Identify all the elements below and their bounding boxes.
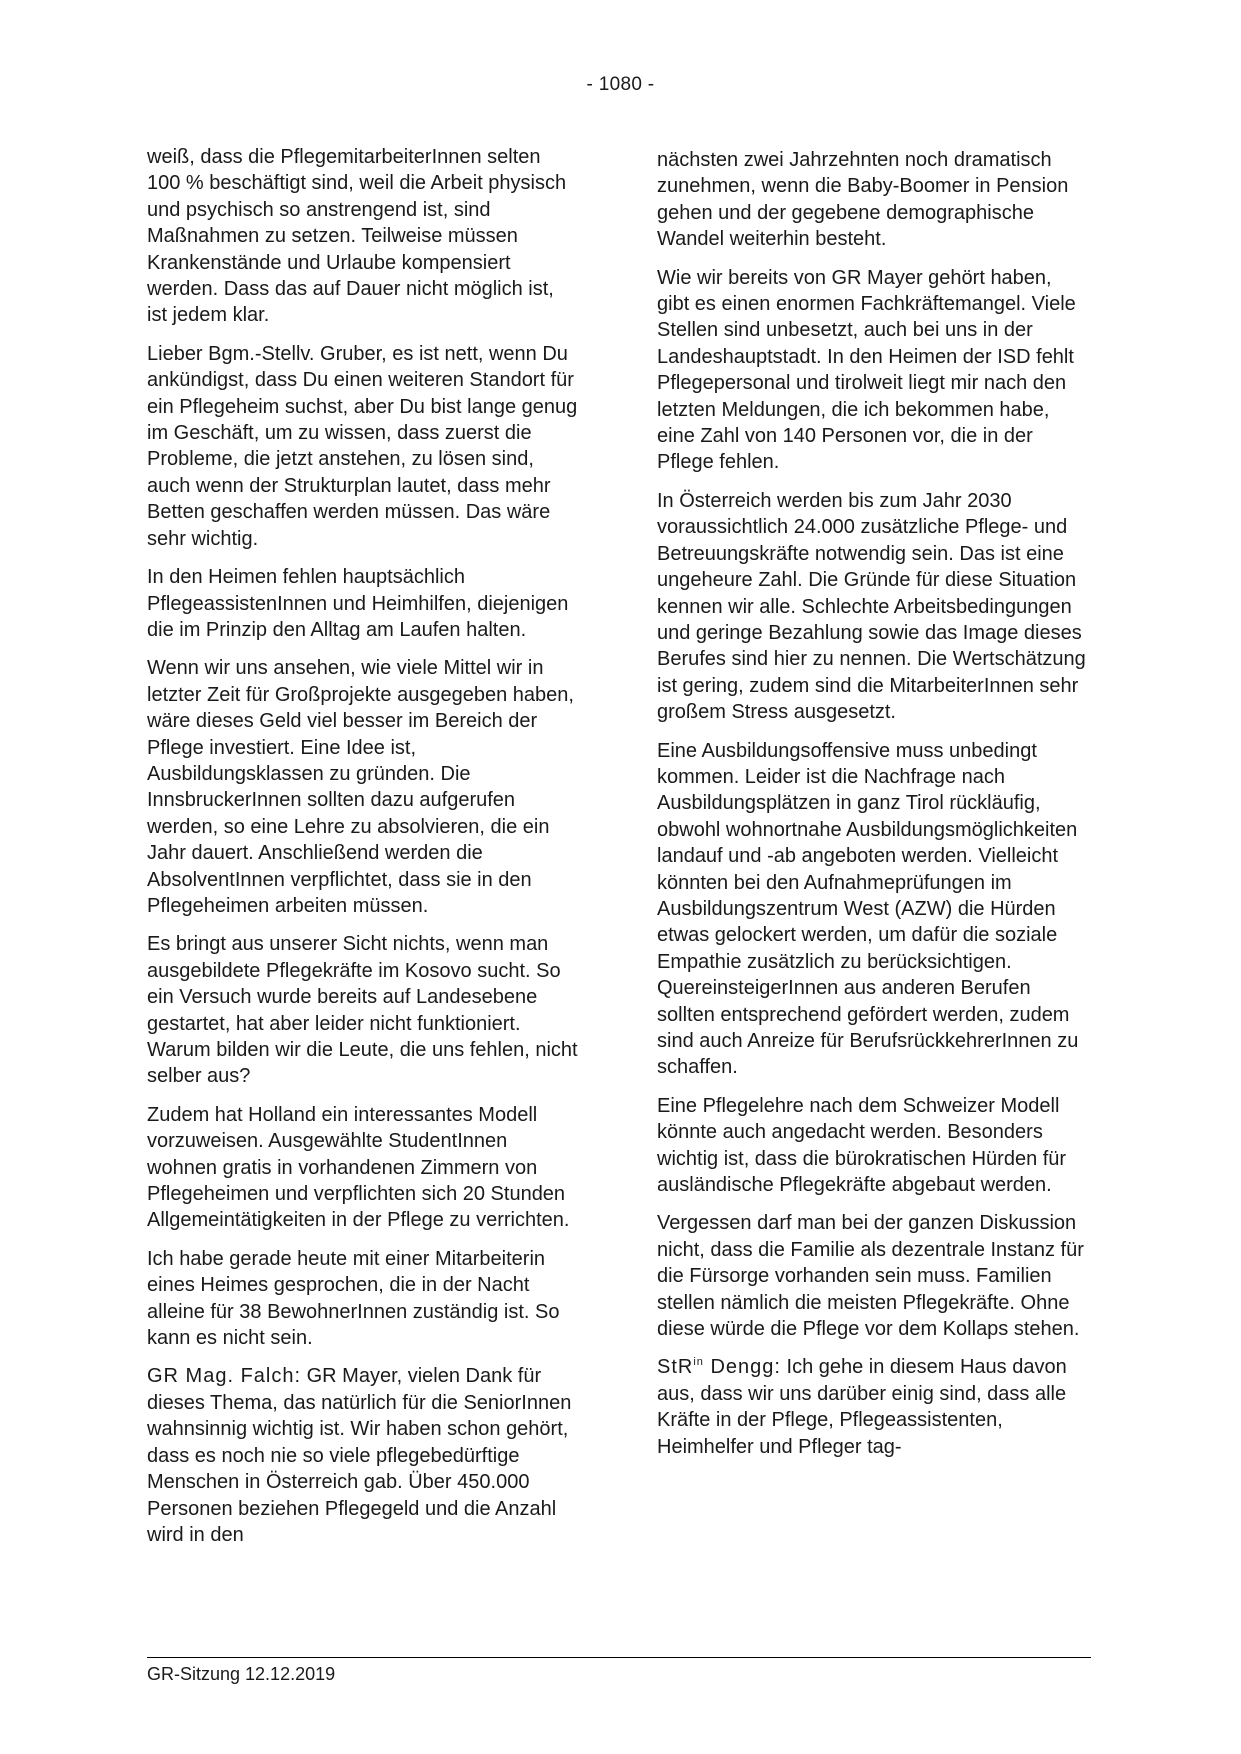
paragraph: Ich habe gerade heute mit einer Mitarbeiterin eines Heimes gesprochen, die in der Nacht alleine für 38 BewohnerInnen zuständig ist. So kann es nicht sein. xyxy=(147,1247,560,1350)
speech-paragraph xyxy=(147,1363,579,1548)
left-column xyxy=(147,144,579,1560)
paragraph: Wenn wir uns ansehen, wie viele Mittel wir in letzter Zeit für Großprojekte ausgegeben haben, wäre dieses Geld viel besser im Bereich der Pflege investiert. Eine Idee ist, Ausbildungsklassen zu gründen. Die InnsbruckerInnen sollten dazu aufgerufen werden, so eine Lehre zu absolvieren, die ein Jahr dauert. Anschließend werden die AbsolventInnen verpflichtet, dass sie in den Pflegeheimen arbeiten müssen. xyxy=(147,657,574,917)
speech-paragraph xyxy=(657,1354,1089,1460)
paragraph: Wie wir bereits von GR Mayer gehört haben, gibt es einen enormen Fachkräftemangel. Viele Stellen sind unbesetzt, auch bei uns in der Landeshauptstadt. In den Heimen der ISD fehlt Pflegepersonal und tirolweit liegt mir nach den letzten Meldungen, die ich bekommen habe, eine Zahl von 140 Personen vor, die in der Pflege fehlen. xyxy=(657,266,1076,474)
speaker-surname: Dengg: xyxy=(703,1356,781,1379)
paragraph: nächsten zwei Jahrzehnten noch dramatisch zunehmen, wenn die Baby-Boomer in Pension gehen und der gegebene demographische Wandel weiterhin besteht. xyxy=(657,149,1069,251)
paragraph: Zudem hat Holland ein interessantes Modell vorzuweisen. Ausgewählte StudentInnen wohnen gratis in vorhandenen Zimmern von Pflegeheimen und verpflichten sich 20 Stunden Allgemeintätigkeiten in der Pflege zu verrichten. xyxy=(147,1103,570,1232)
paragraph: Eine Pflegelehre nach dem Schweizer Modell könnte auch angedacht werden. Besonders wichtig ist, dass die bürokratischen Hürden für ausländische Pflegekräfte abgebaut werden. xyxy=(657,1094,1067,1197)
paragraph: Lieber Bgm.-Stellv. Gruber, es ist nett, wenn Du ankündigst, dass Du einen weiteren Standort für ein Pflegeheim suchst, aber Du bist lange genug im Geschäft, um zu wissen, dass zuerst die Probleme, die jetzt anstehen, zu lösen sind, auch wenn der Strukturplan lautet, dass mehr Betten geschaffen werden müssen. Das wäre sehr wichtig. xyxy=(147,342,578,550)
footer-divider xyxy=(147,1657,1091,1658)
paragraph: Es bringt aus unserer Sicht nichts, wenn man ausgebildete Pflegekräfte im Kosovo sucht. So ein Versuch wurde bereits auf Landesebene gestartet, hat aber leider nicht funktioniert. Warum bilden wir die Leute, die uns fehlen, nicht selber aus? xyxy=(147,933,578,1088)
paragraph: Vergessen darf man bei der ganzen Diskussion nicht, dass die Familie als dezentrale Instanz für die Fürsorge vorhanden sein muss. Familien stellen nämlich die meisten Pflegekräfte. Ohne diese würde die Pflege vor dem Kollaps stehen. xyxy=(657,1212,1084,1341)
speaker-title: StR xyxy=(657,1356,694,1379)
page-number: - 1080 - xyxy=(586,74,655,95)
speaker-name: GR Mag. Falch: xyxy=(147,1365,302,1388)
paragraph: In Österreich werden bis zum Jahr 2030 voraussichtlich 24.000 zusätzliche Pflege- und Betreuungskräfte notwendig sein. Das ist eine ungeheure Zahl. Die Gründe für diese Situation kennen wir alle. Schlechte Arbeitsbedingungen und geringe Bezahlung sowie das Image dieses Berufes sind hier zu nennen. Die Wertschätzung ist gering, zudem sind die MitarbeiterInnen sehr großem Stress ausgesetzt. xyxy=(657,489,1086,724)
right-column xyxy=(657,147,1089,1472)
speech-text: Ich gehe in diesem Haus davon aus, dass wir uns darüber einig sind, dass alle Kräfte in der Pflege, Pflegeassistenten, Heimhelfer und Pfleger tag- xyxy=(657,1356,1067,1458)
speech-text: GR Mayer, vielen Dank für dieses Thema, das natürlich für die SeniorInnen wahnsinnig wichtig ist. Wir haben schon gehört, dass es noch nie so viele pflegebedürftige Menschen in Österreich gab. Über 450.000 Personen beziehen Pflegegeld und die Anzahl wird in den xyxy=(147,1365,572,1546)
paragraph: Eine Ausbildungsoffensive muss unbedingt kommen. Leider ist die Nachfrage nach Ausbildungsplätzen in ganz Tirol rückläufig, obwohl wohnortnahe Ausbildungsmöglichkeiten landauf und -ab angeboten werden. Vielleicht könnten bei den Aufnahmeprüfungen im Ausbildungszentrum West (AZW) die Hürden etwas gelockert werden, um dafür die soziale Empathie zusätzlich zu berücksichtigen. QuereinsteigerInnen aus anderen Berufen sollten entsprechend gefördert werden, zudem sind auch Anreize für BerufsrückkehrerInnen zu schaffen. xyxy=(657,739,1079,1079)
paragraph: weiß, dass die PflegemitarbeiterInnen selten 100 % beschäftigt sind, weil die Arbeit physisch und psychisch so anstrengend ist, sind Maßnahmen zu setzen. Teilweise müssen Krankenstände und Urlaube kompensiert werden. Dass das auf Dauer nicht möglich ist, ist jedem klar. xyxy=(147,146,567,327)
footer-session-date: GR-Sitzung 12.12.2019 xyxy=(147,1664,336,1684)
speaker-name xyxy=(657,1356,781,1378)
paragraph: In den Heimen fehlen hauptsächlich PflegeassistenInnen und Heimhilfen, diejenigen die im Prinzip den Alltag am Laufen halten. xyxy=(147,566,569,641)
speaker-title-superscript: in xyxy=(693,1356,704,1369)
